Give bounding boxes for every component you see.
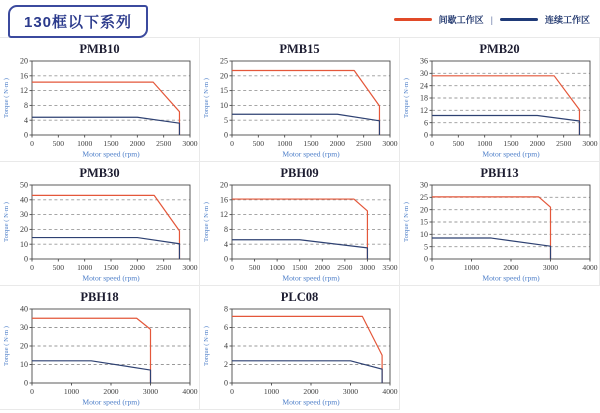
svg-text:2500: 2500 <box>336 263 352 272</box>
svg-text:10: 10 <box>19 360 28 370</box>
svg-text:4000: 4000 <box>381 387 398 396</box>
svg-text:500: 500 <box>52 263 64 272</box>
chart-canvas <box>0 181 199 283</box>
chart-title: PMB15 <box>279 42 320 56</box>
svg-text:2000: 2000 <box>302 387 319 396</box>
svg-text:6: 6 <box>423 118 428 128</box>
svg-text:0: 0 <box>29 139 34 148</box>
header-bar <box>0 0 600 37</box>
svg-text:40: 40 <box>19 195 28 205</box>
chart-canvas <box>0 305 199 407</box>
svg-text:0: 0 <box>423 254 428 264</box>
svg-text:24: 24 <box>419 81 428 91</box>
svg-text:3000: 3000 <box>359 263 375 272</box>
svg-text:2000: 2000 <box>314 263 330 272</box>
svg-text:2500: 2500 <box>155 263 171 272</box>
svg-text:5: 5 <box>223 115 228 125</box>
svg-text:2: 2 <box>223 360 228 370</box>
svg-text:Motor speed (rpm): Motor speed (rpm) <box>81 397 140 407</box>
chart-title: PMB20 <box>479 42 520 56</box>
svg-text:5: 5 <box>423 242 428 252</box>
chart-cell-plc08 <box>199 286 400 410</box>
chart-cell-pbh09 <box>199 162 400 286</box>
svg-text:1000: 1000 <box>76 139 92 148</box>
svg-text:Torque ( N·m ): Torque ( N·m ) <box>202 201 210 243</box>
svg-text:4: 4 <box>223 239 228 249</box>
svg-text:Motor speed (rpm): Motor speed (rpm) <box>281 273 340 283</box>
svg-text:Motor speed (rpm): Motor speed (rpm) <box>481 149 540 159</box>
svg-text:18: 18 <box>419 93 428 103</box>
svg-text:8: 8 <box>223 225 228 234</box>
svg-text:Torque ( N·m ): Torque ( N·m ) <box>2 201 10 243</box>
svg-text:1000: 1000 <box>269 263 285 272</box>
svg-text:500: 500 <box>52 139 64 148</box>
svg-text:3500: 3500 <box>381 263 398 272</box>
chart-title: PBH13 <box>480 166 519 180</box>
svg-text:8: 8 <box>223 305 228 314</box>
svg-text:2000: 2000 <box>102 387 119 396</box>
svg-text:36: 36 <box>419 57 428 66</box>
svg-text:12: 12 <box>19 86 28 96</box>
svg-text:30: 30 <box>419 68 428 78</box>
svg-text:Motor speed (rpm): Motor speed (rpm) <box>81 273 140 283</box>
svg-text:2500: 2500 <box>555 139 571 148</box>
svg-text:4: 4 <box>223 341 228 351</box>
svg-text:Motor speed (rpm): Motor speed (rpm) <box>281 397 340 407</box>
svg-text:3000: 3000 <box>381 139 398 148</box>
svg-text:0: 0 <box>23 254 28 264</box>
empty-cell <box>399 286 600 410</box>
svg-text:20: 20 <box>419 205 428 215</box>
svg-text:Torque ( N·m ): Torque ( N·m ) <box>2 325 10 367</box>
svg-text:2000: 2000 <box>329 139 345 148</box>
chart-title: PMB30 <box>79 166 120 180</box>
chart-title: PMB10 <box>79 42 120 56</box>
svg-text:20: 20 <box>219 71 228 81</box>
intermittent-line-swatch <box>394 18 432 21</box>
chart-canvas <box>200 57 399 159</box>
svg-text:Motor speed (rpm): Motor speed (rpm) <box>281 149 340 159</box>
svg-text:8: 8 <box>23 101 28 110</box>
svg-text:2000: 2000 <box>502 263 519 272</box>
svg-text:4: 4 <box>23 115 28 125</box>
svg-text:0: 0 <box>229 263 234 272</box>
legend <box>394 13 590 26</box>
svg-text:1000: 1000 <box>276 139 292 148</box>
svg-text:3000: 3000 <box>342 387 358 396</box>
svg-text:50: 50 <box>19 181 28 190</box>
svg-text:500: 500 <box>452 139 464 148</box>
chart-cell-pbh18 <box>0 286 200 410</box>
chart-cell-pmb20 <box>399 38 600 162</box>
svg-text:0: 0 <box>429 139 434 148</box>
svg-text:0: 0 <box>223 130 228 140</box>
chart-cell-pmb15 <box>199 38 400 162</box>
svg-text:10: 10 <box>219 101 228 110</box>
chart-cell-pmb10 <box>0 38 200 162</box>
legend-label-continuous: 连续工作区 <box>544 15 590 25</box>
svg-text:6: 6 <box>223 323 228 333</box>
svg-text:0: 0 <box>223 254 228 264</box>
svg-text:1500: 1500 <box>291 263 307 272</box>
legend-label-intermittent: 间歇工作区 <box>438 15 484 25</box>
svg-text:1500: 1500 <box>102 139 119 148</box>
svg-text:20: 20 <box>19 341 28 351</box>
svg-text:4000: 4000 <box>581 263 598 272</box>
chart-canvas <box>0 57 199 159</box>
svg-text:40: 40 <box>19 305 28 314</box>
svg-text:16: 16 <box>19 71 28 81</box>
svg-text:500: 500 <box>252 139 264 148</box>
svg-text:0: 0 <box>23 378 28 388</box>
svg-text:Torque ( N·m ): Torque ( N·m ) <box>2 77 10 119</box>
chart-canvas <box>200 181 399 283</box>
svg-text:Motor speed (rpm): Motor speed (rpm) <box>481 273 540 283</box>
svg-text:0: 0 <box>29 263 34 272</box>
chart-cell-pmb30 <box>0 162 200 286</box>
svg-text:20: 20 <box>19 225 28 234</box>
svg-text:3000: 3000 <box>181 139 198 148</box>
svg-text:1000: 1000 <box>476 139 492 148</box>
svg-text:Torque ( N·m ): Torque ( N·m ) <box>202 77 210 119</box>
svg-text:Torque ( N·m ): Torque ( N·m ) <box>202 325 210 367</box>
chart-cell-pbh13 <box>399 162 600 286</box>
chart-grid <box>0 37 600 410</box>
chart-canvas <box>200 305 399 407</box>
svg-text:25: 25 <box>219 57 228 66</box>
svg-text:0: 0 <box>423 130 428 140</box>
chart-canvas <box>400 181 599 283</box>
svg-text:2000: 2000 <box>129 139 145 148</box>
svg-text:1500: 1500 <box>302 139 319 148</box>
svg-text:12: 12 <box>219 210 228 220</box>
svg-text:3000: 3000 <box>181 263 198 272</box>
svg-text:10: 10 <box>419 229 428 239</box>
svg-text:0: 0 <box>229 387 234 396</box>
chart-canvas <box>400 57 599 159</box>
legend-separator: | <box>490 14 493 25</box>
svg-text:2000: 2000 <box>529 139 545 148</box>
svg-text:16: 16 <box>219 195 228 205</box>
svg-text:2500: 2500 <box>355 139 371 148</box>
svg-text:2000: 2000 <box>129 263 145 272</box>
svg-text:Torque ( N·m ): Torque ( N·m ) <box>402 201 410 243</box>
svg-text:0: 0 <box>229 139 234 148</box>
chart-title: PBH18 <box>80 290 119 304</box>
svg-text:1000: 1000 <box>463 263 479 272</box>
svg-text:30: 30 <box>19 210 28 220</box>
chart-title: PBH09 <box>280 166 319 180</box>
svg-text:3000: 3000 <box>581 139 598 148</box>
svg-text:Torque ( N·m ): Torque ( N·m ) <box>402 77 410 119</box>
svg-text:1000: 1000 <box>76 263 92 272</box>
svg-text:15: 15 <box>219 86 228 96</box>
chart-title: PLC08 <box>280 290 319 304</box>
svg-text:10: 10 <box>19 239 28 249</box>
svg-text:1500: 1500 <box>102 263 119 272</box>
svg-text:3000: 3000 <box>542 263 558 272</box>
svg-text:2500: 2500 <box>155 139 171 148</box>
svg-text:0: 0 <box>23 130 28 140</box>
svg-text:0: 0 <box>29 387 34 396</box>
svg-text:20: 20 <box>19 57 28 66</box>
svg-text:30: 30 <box>419 181 428 190</box>
svg-text:0: 0 <box>223 378 228 388</box>
svg-text:20: 20 <box>219 181 228 190</box>
svg-text:500: 500 <box>248 263 260 272</box>
svg-text:1500: 1500 <box>502 139 519 148</box>
continuous-line-swatch <box>500 18 538 21</box>
svg-text:0: 0 <box>429 263 434 272</box>
svg-text:Motor speed (rpm): Motor speed (rpm) <box>81 149 140 159</box>
svg-text:3000: 3000 <box>142 387 158 396</box>
series-title-badge: 130框以下系列 <box>8 5 148 38</box>
svg-text:4000: 4000 <box>181 387 198 396</box>
svg-text:30: 30 <box>19 323 28 333</box>
svg-text:25: 25 <box>419 192 428 202</box>
svg-text:12: 12 <box>419 105 428 115</box>
svg-text:1000: 1000 <box>263 387 279 396</box>
svg-text:1000: 1000 <box>63 387 79 396</box>
svg-text:15: 15 <box>419 217 428 227</box>
